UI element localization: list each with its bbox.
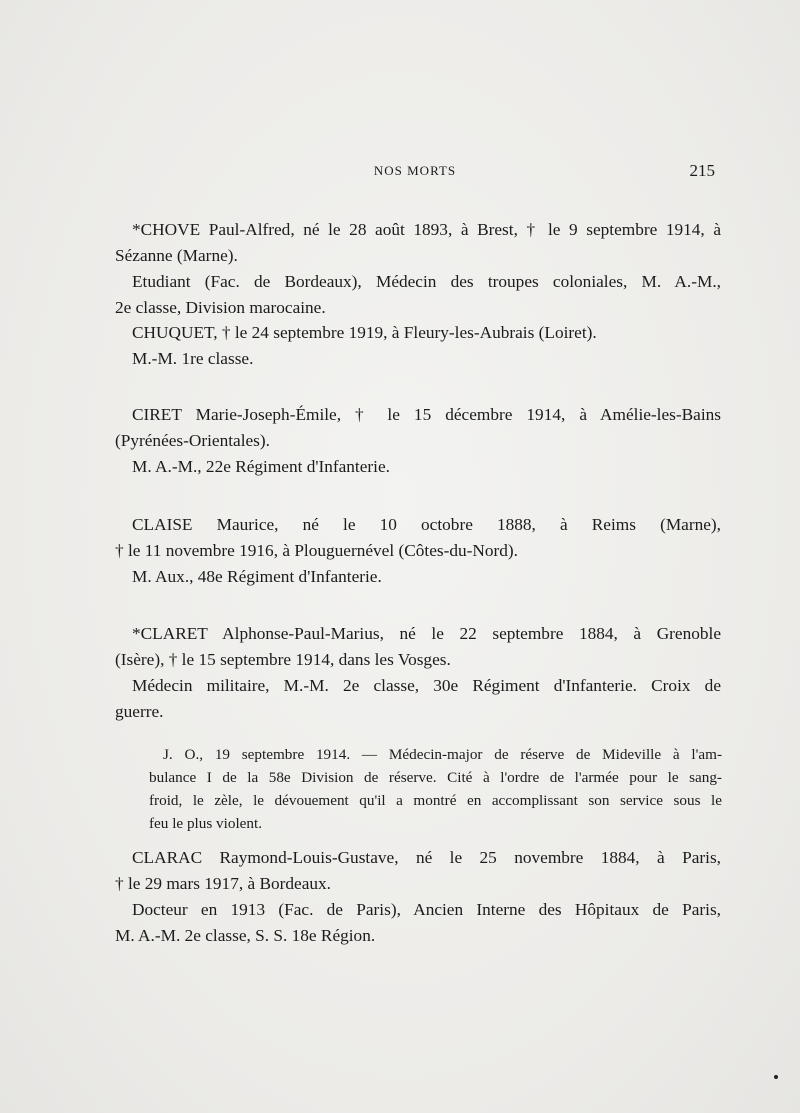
entry-ciret — [115, 402, 721, 480]
entry-line: *CLARET Alphonse-Paul-Marius, né le 22 septembre 1884, à Grenoble — [132, 624, 721, 643]
entry-line: M.-M. 1re classe. — [132, 349, 254, 368]
entry-line: CIRET Marie-Joseph-Émile, † le 15 décembre 1914, à Amélie-les-Bains — [132, 405, 721, 424]
entry-line: Médecin militaire, M.-M. 2e classe, 30e Régiment d'Infanterie. Croix de — [132, 676, 721, 695]
entry-clarac — [115, 845, 721, 949]
entry-claise — [115, 512, 721, 590]
entry-line: (Isère), † le 15 septembre 1914, dans les Vosges. — [115, 650, 451, 669]
entry-line: Sézanne (Marne). — [115, 246, 238, 265]
running-title: NOS MORTS — [373, 163, 457, 178]
entry-line: † le 29 mars 1917, à Bordeaux. — [115, 874, 331, 893]
entry-line: Etudiant (Fac. de Bordeaux), Médecin des troupes coloniales, M. A.-M., — [132, 272, 721, 291]
entry-line: † le 11 novembre 1916, à Plouguernével (Côtes-du-Nord). — [115, 541, 518, 560]
entry-line: M. Aux., 48e Régiment d'Infanterie. — [132, 567, 382, 586]
entry-line: 2e classe, Division marocaine. — [115, 298, 326, 317]
entry-line: CLARAC Raymond-Louis-Gustave, né le 25 novembre 1884, à Paris, — [132, 848, 721, 867]
entry-line: M. A.-M., 22e Régiment d'Infanterie. — [132, 457, 390, 476]
entry-line: CHUQUET, † le 24 septembre 1919, à Fleury-les-Aubrais (Loiret). — [132, 323, 597, 342]
entry-line: (Pyrénées-Orientales). — [115, 431, 270, 450]
citation-line: froid, le zèle, le dévouement qu'il a montré en accomplissant son service sous le — [149, 792, 722, 809]
entry-line: guerre. — [115, 702, 164, 721]
entry-claret — [115, 621, 721, 725]
entry-chove — [115, 217, 721, 321]
entry-line: CLAISE Maurice, né le 10 octobre 1888, à Reims (Marne), — [132, 515, 721, 534]
entry-chuquet — [115, 320, 721, 372]
entry-line: M. A.-M. 2e classe, S. S. 18e Région. — [115, 926, 376, 945]
page-number: 215 — [689, 161, 715, 180]
citation-line: J. O., 19 septembre 1914. — Médecin-major de réserve de Mideville à l'am- — [163, 746, 722, 763]
citation-line: feu le plus violent. — [149, 815, 263, 832]
entry-line: *CHOVE Paul-Alfred, né le 28 août 1893, à Brest, † le 9 septembre 1914, à — [132, 220, 721, 239]
ink-speck — [774, 1075, 778, 1079]
citation-claret — [149, 743, 722, 835]
entry-line: Docteur en 1913 (Fac. de Paris), Ancien Interne des Hôpitaux de Paris, — [132, 900, 721, 919]
running-header — [115, 163, 715, 185]
citation-line: bulance I de la 58e Division de réserve. Cité à l'ordre de l'armée pour le sang- — [149, 769, 722, 786]
